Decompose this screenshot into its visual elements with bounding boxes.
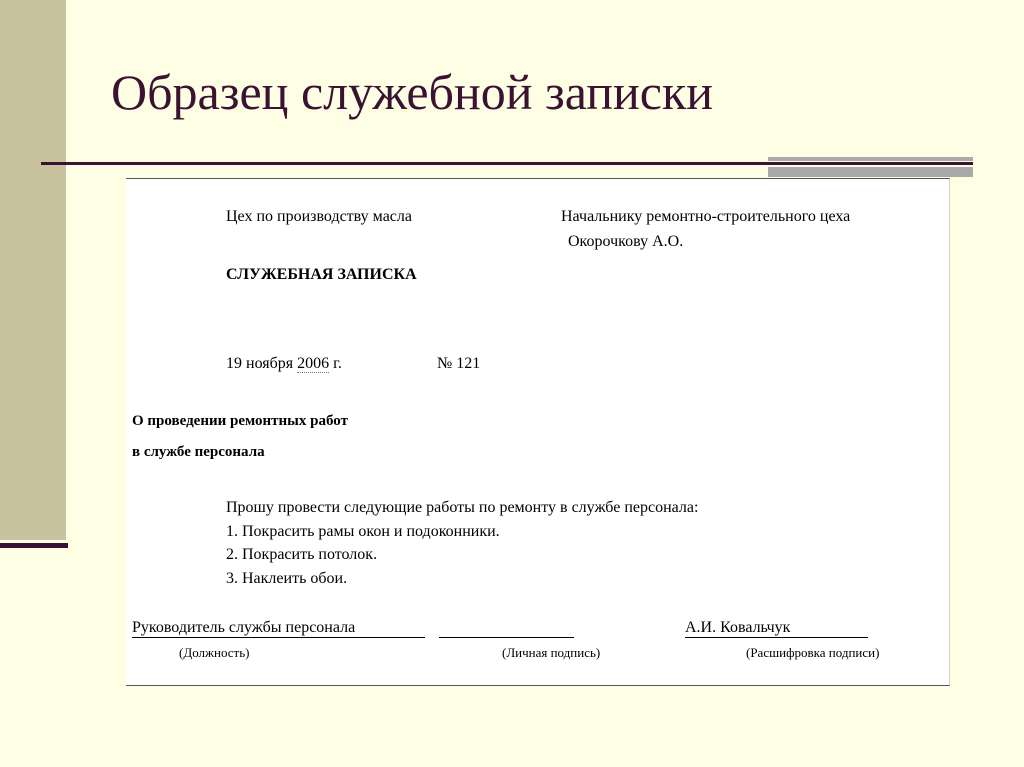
memo-date-prefix: 19 ноября bbox=[226, 355, 298, 372]
decorative-side-line bbox=[0, 543, 68, 548]
caption-signature: (Личная подпись) bbox=[502, 645, 601, 660]
memo-body-intro: Прошу провести следующие работы по ремонту в службе персонала: bbox=[226, 499, 699, 516]
memo-document bbox=[126, 178, 950, 686]
title-divider bbox=[41, 162, 973, 165]
memo-item: 2. Покрасить потолок. bbox=[226, 546, 378, 563]
caption-decoding: (Расшифровка подписи) bbox=[746, 645, 880, 660]
memo-signer-name: А.И. Ковальчук bbox=[685, 619, 791, 636]
memo-subject-line-1: О проведении ремонтных работ bbox=[132, 413, 348, 429]
memo-number: № 121 bbox=[437, 355, 481, 372]
decorative-side-bar bbox=[0, 0, 66, 540]
memo-item: 3. Наклеить обои. bbox=[226, 570, 348, 587]
memo-doc-type: СЛУЖЕБНАЯ ЗАПИСКА bbox=[226, 266, 417, 283]
memo-subject-line-2: в службе персонала bbox=[132, 444, 265, 460]
memo-recipient-name: Окорочкову А.О. bbox=[568, 233, 684, 250]
memo-from-department: Цех по производству масла bbox=[226, 208, 412, 225]
title-divider-accent-top bbox=[768, 157, 973, 161]
memo-recipient-position: Начальнику ремонтно-строительного цеха bbox=[561, 208, 851, 225]
memo-signer-position: Руководитель службы персонала bbox=[132, 619, 356, 636]
memo-date-year: 2006 bbox=[297, 355, 330, 372]
slide-title: Образец служебной записки bbox=[111, 64, 714, 120]
signer-name-underline bbox=[685, 637, 868, 638]
signer-position-underline bbox=[132, 637, 425, 638]
memo-date bbox=[226, 356, 342, 372]
signature-line bbox=[439, 637, 574, 638]
title-divider-accent-bottom bbox=[768, 167, 973, 177]
memo-date-suffix: г. bbox=[329, 355, 342, 372]
caption-position: (Должность) bbox=[179, 645, 250, 660]
memo-item: 1. Покрасить рамы окон и подоконники. bbox=[226, 523, 500, 540]
